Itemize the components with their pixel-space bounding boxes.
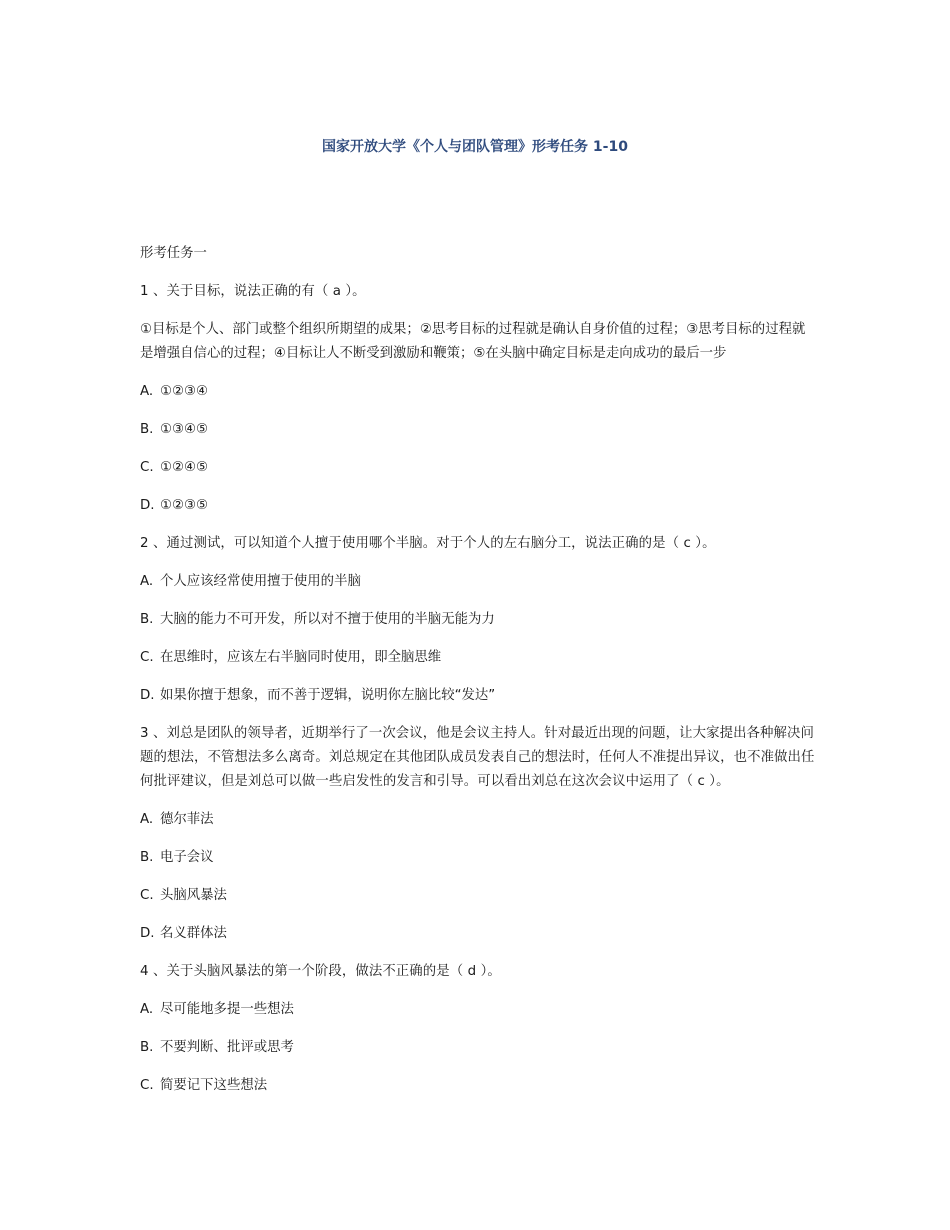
question-detail: ①目标是个人、部门或整个组织所期望的成果；②思考目标的过程就是确认自身价值的过程；③思考目标的过程就是增强自信心的过程；④目标让人不断受到激励和鞭策；⑤在头脑中确定目标是走向成功的最后一步 (140, 322, 806, 361)
option-text: 如果你擅于想象，而不善于逻辑，说明你左脑比较“发达” (160, 688, 496, 703)
option-text: ①②③④ (160, 384, 209, 399)
answer-option (140, 494, 815, 518)
option-text: ①②④⑤ (160, 460, 209, 475)
option-letter: A. (140, 812, 154, 827)
option-letter: B. (140, 422, 154, 437)
answer-option (140, 846, 815, 870)
option-letter: D. (140, 498, 155, 513)
option-letter: A. (140, 1002, 154, 1017)
option-text: 在思维时，应该左右半脑同时使用，即全脑思维 (160, 650, 442, 665)
option-text: 尽可能地多提一些想法 (160, 1002, 294, 1017)
answer-option (140, 570, 815, 594)
option-text: ①②③⑤ (160, 498, 209, 513)
question-stem: 2 、通过测试，可以知道个人擅于使用哪个半脑。对于个人的左右脑分工，说法正确的是（ c ）。 (140, 536, 716, 551)
option-text: 头脑风暴法 (160, 888, 227, 903)
answer-option (140, 922, 815, 946)
option-text: 名义群体法 (160, 926, 227, 941)
section-heading: 形考任务一 (140, 246, 207, 261)
answer-option (140, 1036, 815, 1060)
answer-option (140, 884, 815, 908)
option-letter: C. (140, 1078, 154, 1093)
option-letter: B. (140, 612, 154, 627)
answer-option (140, 608, 815, 632)
answer-option (140, 1074, 815, 1098)
option-letter: C. (140, 650, 154, 665)
option-letter: B. (140, 850, 154, 865)
question-stem: 1 、关于目标，说法正确的有（ a ）。 (140, 284, 366, 299)
answer-option (140, 684, 815, 708)
option-text: 电子会议 (160, 850, 214, 865)
answer-option (140, 646, 815, 670)
option-text: 简要记下这些想法 (160, 1078, 268, 1093)
option-text: 德尔菲法 (160, 812, 214, 827)
option-letter: C. (140, 460, 154, 475)
answer-option (140, 456, 815, 480)
document-title: 国家开放大学《个人与团队管理》形考任务 1-10 (322, 139, 628, 155)
option-text: ①③④⑤ (160, 422, 209, 437)
option-letter: A. (140, 384, 154, 399)
answer-option (140, 418, 815, 442)
option-letter: B. (140, 1040, 154, 1055)
answer-option (140, 380, 815, 404)
option-letter: A. (140, 574, 154, 589)
option-letter: C. (140, 888, 154, 903)
option-text: 个人应该经常使用擅于使用的半脑 (160, 574, 361, 589)
option-text: 大脑的能力不可开发，所以对不擅于使用的半脑无能为力 (160, 612, 495, 627)
option-text: 不要判断、批评或思考 (160, 1040, 294, 1055)
answer-option (140, 808, 815, 832)
question-stem: 4 、关于头脑风暴法的第一个阶段，做法不正确的是（ d ）。 (140, 964, 501, 979)
document-body (140, 242, 815, 1112)
question-stem: 3 、刘总是团队的领导者，近期举行了一次会议，他是会议主持人。针对最近出现的问题，让大家提出各种解决问题的想法，不管想法多么离奇。刘总规定在其他团队成员发表自己的想法时，任何人不准提出异议，也不准做出任何批评建议，但是刘总可以做一些启发性的发言和引导。可以看出刘总在这次会议中运用了（ c ）。 (140, 726, 815, 789)
option-letter: D. (140, 926, 155, 941)
answer-option (140, 998, 815, 1022)
option-letter: D. (140, 688, 155, 703)
